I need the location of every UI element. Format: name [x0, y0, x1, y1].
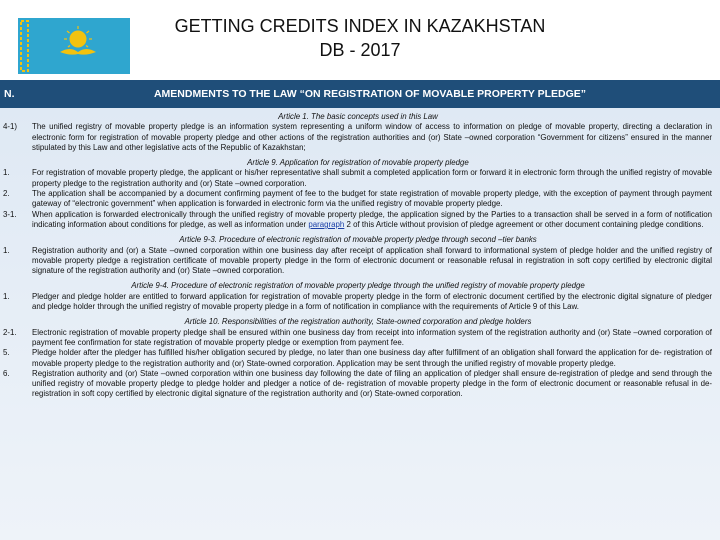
- row-number: 1.: [3, 168, 10, 178]
- article-9-title: Article 9. Application for registration of movable property pledge: [247, 158, 469, 168]
- row-text: The unified registry of movable property pledge is an information system representing a uniform window of access to information on pledge of movable property, directing a declaration in electronic form for registration of movable property pledge and other actions of the registration authorities and (or) State –owned corporation “Government for citizens” ensured in the manner stipulated by this Law and other legislative acts of the Republic of Kazakhstan;: [32, 122, 712, 152]
- article-9-3-title: Article 9-3. Procedure of electronic registration of movable property pledge through second –tier banks: [179, 235, 537, 245]
- table-row: [0, 122, 716, 153]
- row-text: Pledge holder after the pledger has fulfilled his/her obligation secured by pledge, no later than one business day after fulfillment of an obligation shall forward the application for de- registration of movable property pledge to the registration authority and (or) State-owned corporation. Application may be sent through the unified registry of movable property pledge.: [32, 348, 712, 368]
- row-text: Registration authority and (or) a State –owned corporation within one business day after receipt of application shall forward to informational system of pledge holder and the unified registry of movable property pledge a registration certificate of movable property pledge in the form of electronic document or reasonable refusal in registration in soft copy certified by electronic digital signature of the registration authority and (or) State –owned corporation.: [32, 245, 712, 276]
- table-row: [0, 210, 716, 231]
- table-row: [0, 168, 716, 189]
- paragraph-link[interactable]: paragraph: [308, 219, 345, 229]
- row-number: 3-1.: [3, 209, 17, 219]
- header-number-label: N.: [4, 88, 15, 100]
- table-row: [0, 189, 716, 210]
- row-text: The application shall be accompanied by a document confirming payment of fee to the budget for state registration of movable property pledge, with the exception of payment through payment gateway of “electronic government” when application is forwarded in electronic form via the unified registry of movable property pledge.: [32, 189, 712, 209]
- table-header: [0, 80, 720, 108]
- row-number: 6.: [3, 368, 10, 378]
- row-text: Electronic registration of movable property pledge shall be ensured within one business day from receipt into information system of the registration authority and (or) State –owned corporation of payment fee confirmation for state registration of movable property pledge or exemption from payment fee.: [32, 327, 712, 347]
- header-title: AMENDMENTS TO THE LAW “ON REGISTRATION OF MOVABLE PROPERTY PLEDGE”: [153, 88, 587, 100]
- table-row: [0, 246, 716, 277]
- amendments-content: [0, 110, 716, 400]
- row-number: 1.: [3, 291, 10, 301]
- row-number: 2.: [3, 189, 10, 199]
- article-9-4-title: Article 9-4. Procedure of electronic registration of movable property pledge through the unified registry of movable property pledge: [131, 281, 585, 291]
- row-text: Registration authority and (or) State –owned corporation within one business day following the date of filing an application of pledger shall ensure de-registration of pledge and send through the unified registry of movable property pledge to pledge holder and pledger a notice of de- registration of movable property pledge in the form of electronic document or reasonable refusal in de-registration in soft copy certified by electronic digital signature of the registration authority and (or) State-owned corporation.: [32, 368, 712, 399]
- row-text-part-b: 2 of this Article without provision of pledge agreement or other document containing pledge conditions.: [344, 219, 704, 229]
- row-number: 5.: [3, 348, 10, 358]
- row-text: For registration of movable property pledge, the applicant or his/her representative shall submit a completed application form or forward it in electronic form through the unified registry of movable property pledge to the registration authority and (or) State –owned corporation.: [32, 168, 712, 188]
- title-line-1: GETTING CREDITS INDEX IN KAZAKHSTAN: [174, 16, 546, 36]
- slide-title: [140, 14, 580, 62]
- kazakhstan-flag: [18, 18, 130, 74]
- row-number: 4-1): [3, 122, 18, 132]
- table-row: [0, 348, 716, 369]
- row-number: 1.: [3, 245, 10, 255]
- row-text: Pledger and pledge holder are entitled to forward application for registration of movable property pledge in the form of electronic document certified by the electronic digital signature of pledger and pledge holder through the unified registry of movable property pledge in a form of notification in compliance with the requirements of Article 9 of this Law.: [32, 291, 712, 312]
- article-1-title: Article 1. The basic concepts used in this Law: [278, 112, 438, 121]
- article-10-title: Article 10. Responsibilities of the registration authority, State-owned corporation and pledge holders: [184, 317, 532, 327]
- table-row: [0, 328, 716, 349]
- title-line-2: DB - 2017: [319, 40, 401, 60]
- row-text: [32, 210, 716, 231]
- row-text-part-a: When application is forwarded electronically through the unified registry of movable property pledge, the application signed by the Parties to a transaction shall be served in a form of notification indicating information about conditions for pledge, as well as information under: [32, 209, 712, 229]
- row-number: 2-1.: [3, 327, 17, 337]
- table-row: [0, 292, 716, 313]
- table-row: [0, 369, 716, 400]
- kazakhstan-flag-icon: [18, 18, 130, 74]
